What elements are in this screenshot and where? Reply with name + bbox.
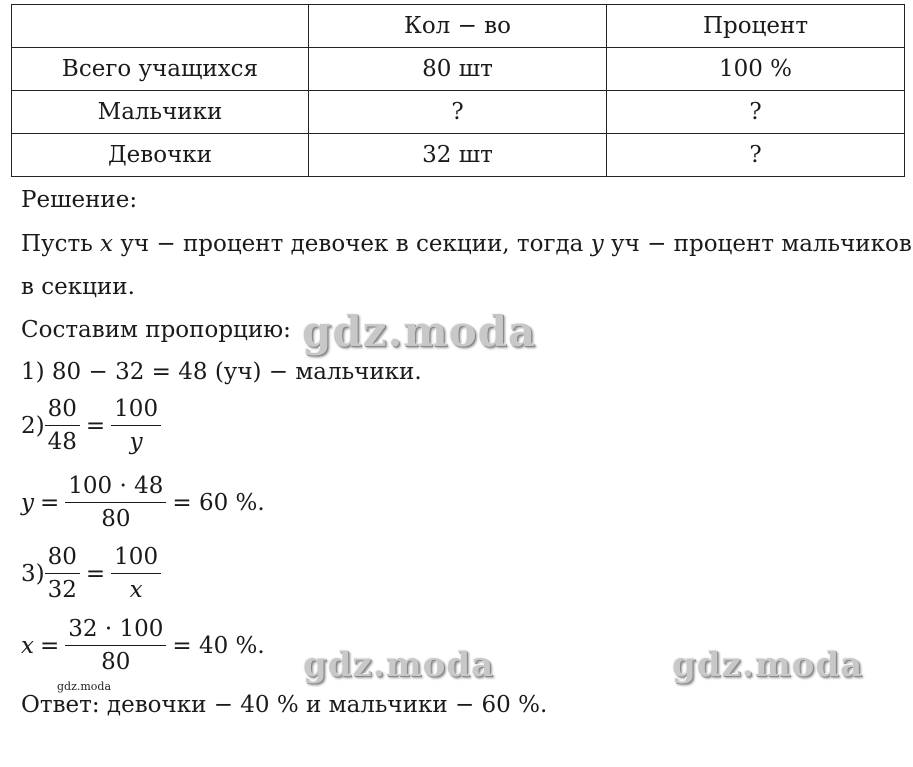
variable-x: x xyxy=(100,231,114,257)
variable-y: y xyxy=(590,231,604,257)
denominator: x xyxy=(111,573,161,602)
table-header-cell: Кол − во xyxy=(309,5,607,48)
numerator: 100 · 48 xyxy=(68,473,164,499)
variable-x: x xyxy=(21,633,34,659)
table-cell: ? xyxy=(309,91,607,134)
numerator: 80 xyxy=(47,396,77,422)
numerator: 100 xyxy=(114,544,159,570)
denominator: 80 xyxy=(65,645,166,674)
table-row xyxy=(12,134,905,177)
fraction xyxy=(111,398,161,454)
table-cell: Девочки xyxy=(12,134,309,177)
denominator: 32 xyxy=(45,573,80,602)
intro-text: уч − процент мальчиков xyxy=(603,231,912,257)
watermark-logo: gdz.moda xyxy=(303,645,495,685)
solution-heading: Решение: xyxy=(21,187,138,213)
watermark-logo: gdz.moda xyxy=(672,645,864,685)
fraction xyxy=(65,475,166,531)
denominator: 48 xyxy=(45,425,80,454)
equals-sign: = xyxy=(39,633,60,659)
fraction xyxy=(45,546,80,602)
numerator: 100 xyxy=(114,396,159,422)
intro-line-2: в секции. xyxy=(21,274,135,300)
proportion-line: Составим пропорцию: xyxy=(21,317,291,343)
fraction xyxy=(45,398,80,454)
table-cell: 80 шт xyxy=(309,48,607,91)
table-cell: Мальчики xyxy=(12,91,309,134)
variable-y: y xyxy=(21,490,34,516)
denominator: 80 xyxy=(65,502,166,531)
step-2-equation xyxy=(21,398,161,454)
step-2-prefix: 2) xyxy=(21,413,45,439)
fraction xyxy=(111,546,161,602)
table-header-cell xyxy=(12,5,309,48)
answer-line: Ответ: девочки − 40 % и мальчики − 60 %. xyxy=(21,692,548,718)
step-3-equation xyxy=(21,546,161,602)
step-1: 1) 80 − 32 = 48 (уч) − мальчики. xyxy=(21,359,422,385)
step-2-result xyxy=(21,475,265,531)
equals-sign: = xyxy=(40,490,60,516)
table-row xyxy=(12,48,905,91)
table-header-row xyxy=(12,5,905,48)
table-cell: ? xyxy=(607,134,905,177)
table-cell: Всего учащихся xyxy=(12,48,309,91)
equals-sign: = xyxy=(85,413,106,439)
denominator: y xyxy=(111,425,161,454)
intro-line-1 xyxy=(21,229,912,259)
numerator: 80 xyxy=(47,544,77,570)
result: = 40 %. xyxy=(172,633,265,659)
numerator: 32 · 100 xyxy=(68,616,164,642)
fraction xyxy=(65,618,166,674)
intro-text: уч − процент девочек в секции, тогда xyxy=(113,231,591,257)
table-header-cell: Процент xyxy=(607,5,905,48)
step-3-prefix: 3) xyxy=(21,561,45,587)
table-cell: 100 % xyxy=(607,48,905,91)
watermark-logo: gdz.moda xyxy=(302,307,537,356)
table-cell: ? xyxy=(607,91,905,134)
table-row xyxy=(12,91,905,134)
watermark-small: gdz.moda xyxy=(57,680,112,693)
table-cell: 32 шт xyxy=(309,134,607,177)
intro-text: Пусть xyxy=(21,231,101,257)
result: = 60 %. xyxy=(172,490,265,516)
data-table xyxy=(11,4,905,177)
equals-sign: = xyxy=(85,561,106,587)
step-3-result xyxy=(21,618,265,674)
